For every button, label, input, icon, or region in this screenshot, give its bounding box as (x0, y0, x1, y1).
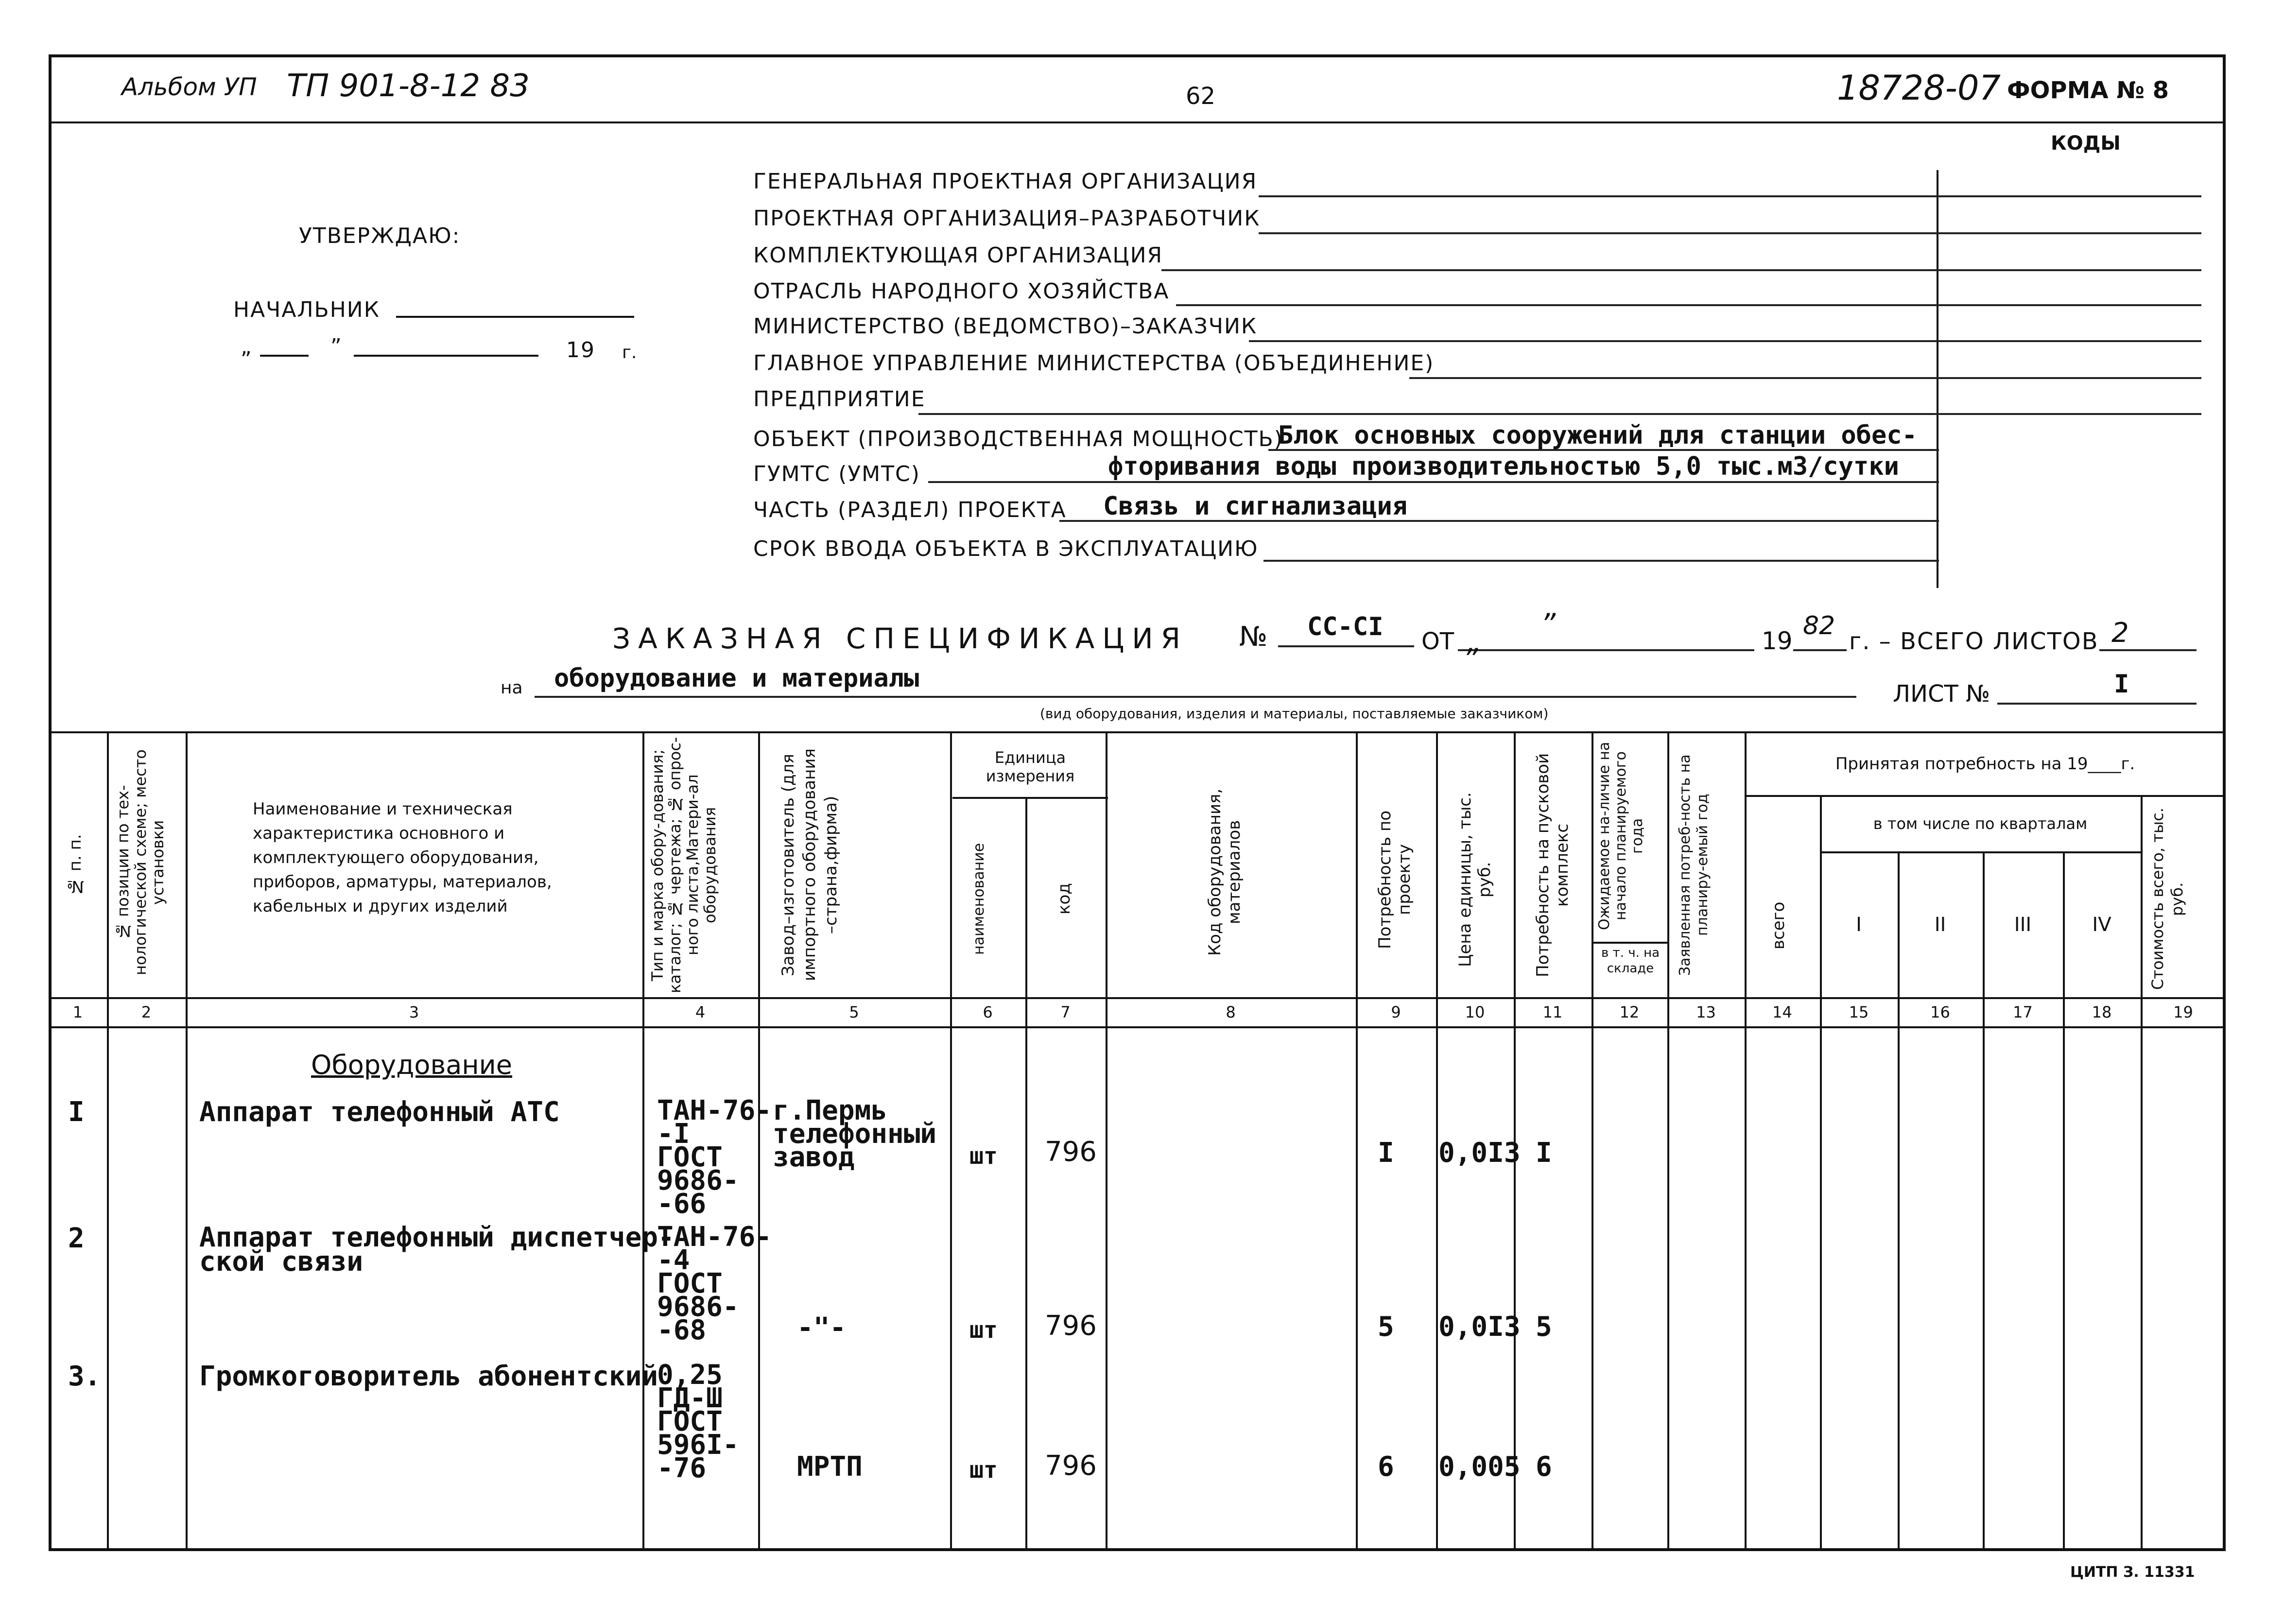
org-field-label: КОМПЛЕКТУЮЩАЯ ОРГАНИЗАЦИЯ (753, 243, 1163, 268)
col-rule (1436, 731, 1438, 1551)
page-number: 62 (1186, 83, 1216, 110)
spec-number-line (1278, 645, 1414, 647)
org-field-line (1249, 340, 2201, 342)
col-rule (1667, 731, 1669, 1551)
spec-total-sheets-line (2099, 649, 2197, 651)
col-rule (1592, 731, 1593, 1551)
row-unit-code: 796 (1045, 1136, 1097, 1168)
column-number: 12 (1619, 1003, 1640, 1021)
header-c10: Цена единицы, тыс. руб. (1455, 792, 1494, 967)
date-quote-close: ” (330, 334, 343, 359)
row-unit-code: 796 (1045, 1450, 1097, 1482)
section-value: Связь и сигнализация (1103, 492, 1408, 521)
spec-date-line (1458, 649, 1754, 651)
row-type: ТАН-76- -I ГОСТ 9686- -66 (657, 1095, 772, 1220)
col-rule (1745, 731, 1747, 1551)
spec-year-line (1793, 649, 1847, 651)
project-code: ТП 901-8-12 83 (287, 68, 530, 104)
footer-stamp: ЦИТП З. 11331 (2070, 1564, 2195, 1581)
spec-on-label: на (501, 678, 523, 698)
org-field-label: ПРЕДПРИЯТИЕ (753, 387, 926, 412)
row-maker: -"- (797, 1312, 847, 1344)
org-field-line (1161, 269, 2201, 271)
form-label: ФОРМА № 8 (2007, 77, 2169, 104)
date-day-line (260, 355, 309, 357)
row-start-qty: 5 (1536, 1311, 1552, 1343)
column-number: 9 (1391, 1003, 1401, 1021)
column-number: 14 (1772, 1003, 1792, 1021)
header-divider (49, 121, 2226, 123)
col-rule (1025, 797, 1027, 1551)
row-unit: шт (969, 1142, 998, 1170)
column-number: 6 (983, 1003, 993, 1021)
header-c2: № позиции по тех-нологической схеме; место установки (114, 749, 167, 976)
row-unit-code: 796 (1045, 1310, 1097, 1342)
col-rule (2141, 795, 2143, 1551)
column-number: 8 (1226, 1003, 1236, 1021)
row-name: Аппарат телефонный АТС (199, 1096, 560, 1128)
org-field-label: ПРОЕКТНАЯ ОРГАНИЗАЦИЯ–РАЗРАБОТЧИК (753, 206, 1261, 231)
col-rule (1898, 851, 1900, 1551)
org-field-line (1176, 304, 2201, 306)
row-qty: 6 (1378, 1451, 1394, 1483)
row-maker: МРТП (797, 1451, 863, 1483)
section-title: Оборудование (311, 1050, 512, 1080)
accepted-group-rule (1745, 795, 2226, 797)
gumts-value: фторивания воды производительностью 5,0 тыс.м3/сутки (1108, 452, 1899, 481)
column-number: 10 (1465, 1003, 1485, 1021)
spec-from-label: ОТ (1421, 628, 1454, 655)
chief-line (396, 316, 634, 318)
spec-total-sheets-label: г. – ВСЕГО ЛИСТОВ (1849, 628, 2099, 655)
spec-caption: (вид оборудования, изделия и материалы, поставляемые заказчиком) (1040, 706, 1549, 722)
header-c17: III (2014, 914, 2032, 936)
col-rule (1820, 795, 1822, 1551)
org-field-label: ГЕНЕРАЛЬНАЯ ПРОЕКТНАЯ ОРГАНИЗАЦИЯ (753, 169, 1258, 194)
header-c5: Завод–изготовитель (для импортного оборудования –страна,фирма) (779, 748, 841, 982)
column-number: 11 (1542, 1003, 1563, 1021)
spec-title: ЗАКАЗНАЯ СПЕЦИФИКАЦИЯ (612, 622, 1188, 655)
col-rule (1106, 731, 1107, 1551)
column-number: 17 (2013, 1003, 2033, 1021)
spec-quote-mark: ” (1540, 607, 1556, 641)
header-quarters-group: в том числе по кварталам (1873, 814, 2088, 833)
header-c12: Ожидаемое на-личие на начало планируемого года (1596, 742, 1646, 930)
org-field-label: ОБЪЕКТ (ПРОИЗВОДСТВЕННАЯ МОЩНОСТЬ) (753, 427, 1283, 451)
archive-number: 18728-07 (1837, 68, 2001, 108)
row-start-qty: I (1536, 1137, 1552, 1169)
column-number: 5 (849, 1003, 859, 1021)
column-number: 16 (1930, 1003, 1950, 1021)
row-no: I (68, 1096, 85, 1128)
header-c3: Наименование и техническая характеристика основного и комплектующего оборудования, приборов, арматуры, материалов, кабельных и других изделий (253, 799, 552, 916)
col-rule (950, 731, 952, 1551)
header-c14: всего (1769, 901, 1788, 950)
codes-label: КОДЫ (2051, 132, 2121, 155)
row-unit: шт (969, 1316, 998, 1344)
col-rule (1983, 851, 1985, 1551)
approve-label: УТВЕРЖДАЮ: (299, 224, 461, 248)
col-rule (1356, 731, 1358, 1551)
column-number: 4 (695, 1003, 706, 1021)
header-c6: наименование (970, 843, 987, 955)
chief-label: НАЧАЛЬНИК (233, 297, 380, 322)
header-unit-group: Единица измерения (986, 748, 1075, 785)
org-field-line (1409, 377, 2201, 379)
column-number: 7 (1060, 1003, 1071, 1021)
row-price: 0,005 (1438, 1451, 1521, 1483)
row-name: Громкоговоритель абонентский (199, 1361, 658, 1392)
table-top-rule (49, 731, 2226, 733)
spec-total-sheets: 2 (2111, 617, 2129, 649)
stock-rule (1592, 942, 1667, 944)
header-c12b: в т. ч. на складе (1601, 946, 1660, 976)
header-c16: II (1934, 914, 1946, 936)
column-number: 3 (409, 1003, 419, 1021)
row-start-qty: 6 (1536, 1451, 1552, 1483)
org-field-line (1259, 232, 2201, 234)
row-no: 2 (68, 1223, 85, 1254)
col-rule (107, 731, 109, 1551)
row-price: 0,0I3 (1438, 1311, 1521, 1343)
album-label: Альбом УП (121, 73, 257, 101)
spec-year: 82 (1803, 611, 1835, 640)
spec-no-label: № (1239, 621, 1268, 653)
year-prefix: 19 (566, 338, 595, 363)
org-field-label: ГЛАВНОЕ УПРАВЛЕНИЕ МИНИСТЕРСТВА (ОБЪЕДИНЕНИЕ) (753, 351, 1435, 376)
unit-group-rule (952, 797, 1108, 799)
header-c11: Потребность на пусковой комплекс (1533, 753, 1572, 977)
header-c9: Потребность по проекту (1375, 810, 1414, 949)
spec-quote-mark-lower: ” (1463, 642, 1478, 676)
org-field-line (1059, 520, 1939, 522)
spec-subject: оборудование и материалы (554, 664, 919, 693)
org-field-label: СРОК ВВОДА ОБЪЕКТА В ЭКСПЛУАТАЦИЮ (753, 536, 1259, 561)
org-field-label: ЧАСТЬ (РАЗДЕЛ) ПРОЕКТА (753, 498, 1067, 522)
header-accepted-group: Принятая потребность на 19____г. (1835, 754, 2135, 774)
header-c19: Стоимость всего, тыс. руб. (2148, 808, 2186, 990)
spec-sheet-label: ЛИСТ № (1893, 680, 1990, 708)
quarters-group-rule (1820, 851, 2141, 853)
org-field-label: МИНИСТЕРСТВО (ВЕДОМСТВО)–ЗАКАЗЧИК (753, 314, 1258, 339)
row-type: ТАН-76- -4 ГОСТ 9686- -68 (657, 1221, 772, 1346)
row-qty: 5 (1378, 1311, 1394, 1343)
header-c15: I (1856, 914, 1862, 936)
org-field-line (918, 413, 2201, 415)
object-value: Блок основных сооружений для станции обес- (1278, 421, 1917, 450)
header-c4: Тип и марка обору-дования; каталог; № чертежа; № опрос-ного листа,Матери-ал оборудования (648, 737, 719, 993)
spec-sheet-line (1997, 703, 2197, 705)
header-c8: Код оборудования, материалов (1205, 788, 1244, 956)
column-number: 19 (2173, 1003, 2193, 1021)
column-number: 2 (141, 1003, 152, 1021)
org-field-line (1259, 195, 2201, 197)
org-field-label: ГУМТС (УМТС) (753, 462, 920, 486)
header-c18: IV (2092, 914, 2111, 936)
row-no: 3. (68, 1361, 101, 1392)
spec-sheet-number: I (2114, 670, 2129, 699)
row-name: Аппарат телефонный диспетчер- ской связи (199, 1222, 675, 1278)
org-field-line (1268, 449, 1939, 451)
org-field-label: ОТРАСЛЬ НАРОДНОГО ХОЗЯЙСТВА (753, 279, 1170, 304)
col-rule (186, 731, 188, 1551)
row-unit: шт (969, 1456, 998, 1484)
header-c13: Заявленная потреб-ность на планиру-емый год (1677, 754, 1711, 976)
year-suffix: г. (622, 343, 637, 363)
column-number: 13 (1696, 1003, 1716, 1021)
header-c7: код (1055, 883, 1074, 915)
col-rule (2063, 851, 2065, 1551)
spec-year-prefix: 19 (1762, 627, 1793, 655)
spec-number: СС-СI (1307, 612, 1384, 641)
row-price: 0,0I3 (1438, 1137, 1521, 1169)
header-c1: № п. п. (66, 834, 85, 896)
org-field-line (1263, 560, 1939, 562)
date-quote-open: „ (241, 334, 253, 359)
date-month-line (354, 355, 538, 357)
row-type: 0,25 ГД-Ш ГОСТ 596I- -76 (657, 1359, 739, 1484)
row-qty: I (1378, 1137, 1394, 1169)
spec-subject-line (535, 696, 1856, 698)
row-maker: г.Пермь телефонный завод (773, 1095, 937, 1173)
col-rule (642, 731, 644, 1551)
column-number: 1 (72, 1003, 83, 1021)
org-field-line (928, 481, 1939, 483)
column-number: 18 (2092, 1003, 2112, 1021)
column-number: 15 (1849, 1003, 1869, 1021)
